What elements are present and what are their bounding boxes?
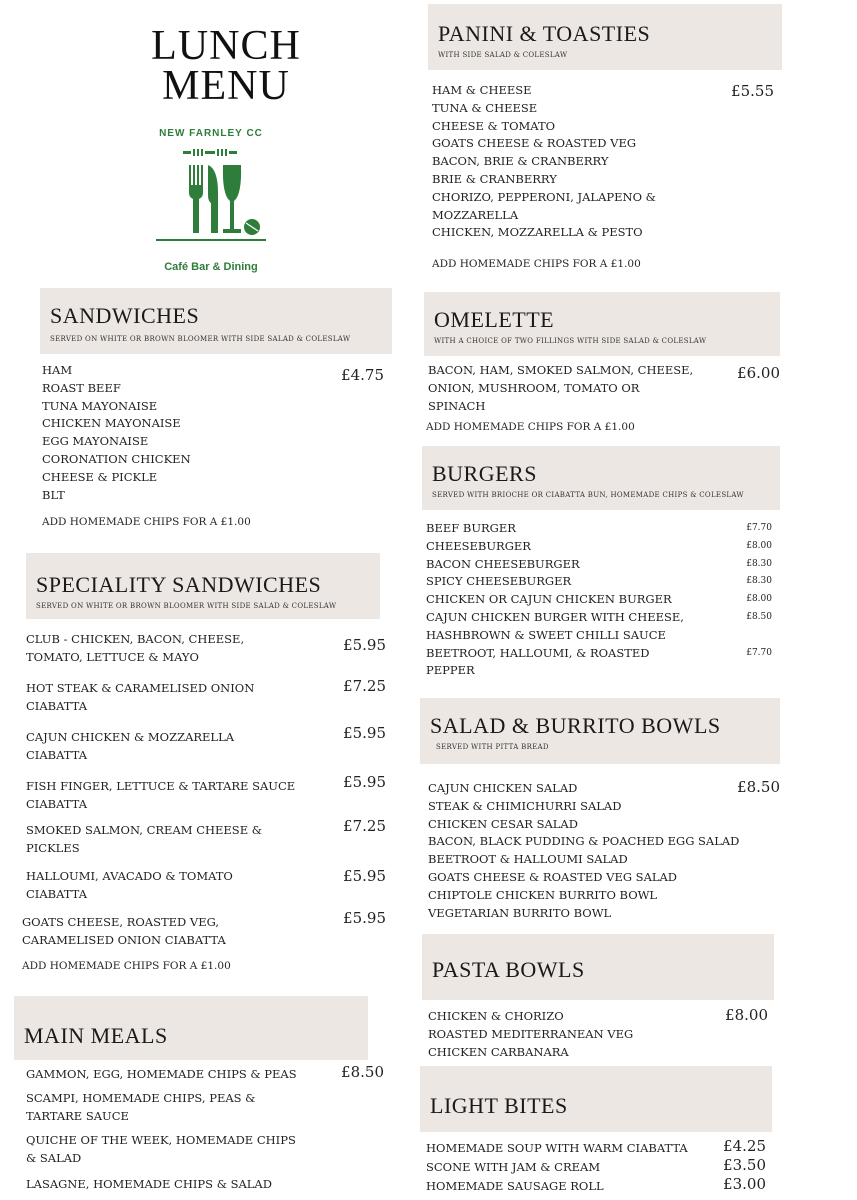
list-item <box>26 1176 384 1196</box>
list-item: VEGETARIAN BURRITO BOWL <box>428 905 612 920</box>
section-title: LIGHT BITES <box>430 1093 568 1118</box>
list-item: CORONATION CHICKEN <box>42 451 191 466</box>
list-item: BACON, BLACK PUDDING & POACHED EGG SALAD <box>428 834 740 849</box>
list-item: GOATS CHEESE & ROASTED VEG <box>432 136 637 151</box>
item-price: £3.00 <box>723 1175 766 1193</box>
title-line-1: LUNCH <box>151 23 301 69</box>
list-item: BRIE & CRANBERRY <box>432 171 557 186</box>
item-name: GAMMON, EGG, HOMEMADE CHIPS & PEAS <box>26 1067 297 1081</box>
item-name: HOMEMADE SOUP WITH WARM CIABATTA <box>426 1141 688 1155</box>
list-item: BLT <box>42 487 65 502</box>
sandwiches-header <box>40 288 392 354</box>
list-item <box>26 724 386 778</box>
item-price: £8.00 <box>725 1006 768 1024</box>
mains-header <box>14 996 368 1060</box>
item-price: £5.95 <box>343 724 386 742</box>
list-item: CHICKEN CARBANARA <box>428 1044 569 1059</box>
list-item: STEAK & CHIMICHURRI SALAD <box>428 798 622 813</box>
list-item: CHICKEN CESAR SALAD <box>428 816 578 831</box>
omelette-section <box>424 292 780 433</box>
item-name: CHICKEN OR CAJUN CHICKEN BURGER <box>426 592 672 607</box>
item-name: CLUB - CHICKEN, BACON, CHEESE, <box>26 632 245 646</box>
item-name: BEEF BURGER <box>426 521 516 535</box>
item-name: GOATS CHEESE, ROASTED VEG, <box>22 915 220 929</box>
list-item: ROAST BEEF <box>42 380 121 395</box>
speciality-list <box>22 631 386 954</box>
item-name: SPICY CHEESEBURGER <box>426 574 572 589</box>
item-name: CHEESEBURGER <box>426 538 531 553</box>
bowls-list <box>420 780 780 922</box>
section-title: PANINI & TOASTIES <box>438 21 651 46</box>
section-subtitle: WITH SIDE SALAD & COLESLAW <box>438 51 568 59</box>
mains-list <box>14 1063 384 1196</box>
list-item: CAJUN CHICKEN SALAD <box>428 781 578 795</box>
bowls-header <box>420 698 780 764</box>
list-item <box>26 868 386 914</box>
item-name-cont: CIABATTA <box>26 698 88 713</box>
item-name-cont: CIABATTA <box>26 886 88 901</box>
item-price: £7.70 <box>746 647 772 658</box>
item-price: £4.75 <box>341 366 384 384</box>
pasta-list <box>422 1008 774 1061</box>
pasta-section <box>422 934 774 1061</box>
burgers-section <box>422 446 780 680</box>
section-title: SALAD & BURRITO BOWLS <box>430 713 721 738</box>
list-item: GOATS CHEESE & ROASTED VEG SALAD <box>428 869 678 884</box>
item-name: QUICHE OF THE WEEK, HOMEMADE CHIPS <box>26 1133 296 1147</box>
add-chips-note: ADD HOMEMADE CHIPS FOR A £1.00 <box>432 258 641 271</box>
mains-section <box>14 996 384 1196</box>
list-item <box>26 1090 384 1132</box>
list-item <box>426 1175 766 1197</box>
speciality-header <box>26 553 380 619</box>
light-bites-section <box>420 1066 772 1197</box>
page-title <box>96 23 356 109</box>
item-name-cont: PICKLES <box>26 840 80 855</box>
list-item: BACON, BRIE & CRANBERRY <box>432 154 609 169</box>
section-title: BURGERS <box>432 461 537 486</box>
item-name-cont: PEPPER <box>426 663 475 678</box>
item-price: £7.25 <box>343 817 386 835</box>
item-price: £5.95 <box>343 636 386 654</box>
item-price: £6.00 <box>737 364 780 382</box>
brand-tagline: Café Bar & Dining <box>164 261 258 273</box>
item-price: £8.30 <box>746 558 772 569</box>
section-title: SPECIALITY SANDWICHES <box>36 572 322 597</box>
item-name-cont: CIABATTA <box>26 796 88 811</box>
item-price: £8.50 <box>341 1063 384 1081</box>
list-item: EGG MAYONAISE <box>42 434 149 449</box>
item-name-cont: & SALAD <box>26 1150 82 1165</box>
add-chips-note: ADD HOMEMADE CHIPS FOR A £1.00 <box>426 421 635 434</box>
item-name: SCAMPI, HOMEMADE CHIPS, PEAS & <box>26 1091 256 1105</box>
light-bites-header <box>420 1066 772 1132</box>
list-item <box>426 520 772 538</box>
section-title: MAIN MEALS <box>24 1023 168 1048</box>
cutlery-logo-icon <box>156 147 266 251</box>
section-title: PASTA BOWLS <box>432 957 585 982</box>
list-item <box>26 677 386 729</box>
light-bites-list <box>420 1137 772 1197</box>
title-line-2: MENU <box>162 63 290 109</box>
list-item: MOZZARELLA <box>432 207 519 222</box>
pasta-header <box>422 934 774 1000</box>
add-chips-note: ADD HOMEMADE CHIPS FOR A £1.00 <box>42 516 251 529</box>
item-name-cont: TARTARE SAUCE <box>26 1108 129 1123</box>
item-price: £4.25 <box>723 1137 766 1155</box>
list-item: SPINACH <box>428 398 486 413</box>
section-title: SANDWICHES <box>50 303 200 328</box>
list-item <box>426 556 772 574</box>
item-name: HOMEMADE SAUSAGE ROLL <box>426 1179 604 1193</box>
item-price: £3.50 <box>723 1156 766 1174</box>
panini-list <box>428 82 782 242</box>
list-item <box>426 609 772 645</box>
section-subtitle: SERVED WITH PITTA BREAD <box>436 743 549 751</box>
item-name: BEETROOT, HALLOUMI, & ROASTED <box>426 645 650 660</box>
list-item: ROASTED MEDITERRANEAN VEG <box>428 1026 634 1041</box>
list-item: CHICKEN & CHORIZO <box>428 1009 564 1023</box>
burgers-list <box>422 520 780 680</box>
item-name: HOT STEAK & CARAMELISED ONION <box>26 681 255 695</box>
list-item: CHIPTOLE CHICKEN BURRITO BOWL <box>428 887 658 902</box>
list-item: CHICKEN MAYONAISE <box>42 416 181 431</box>
item-name-cont: HASHBROWN & SWEET CHILLI SAUCE <box>426 627 666 642</box>
item-price: £8.00 <box>746 594 772 605</box>
list-item <box>22 909 386 954</box>
item-name: BACON CHEESEBURGER <box>426 556 580 571</box>
item-name: HALLOUMI, AVACADO & TOMATO <box>26 869 233 883</box>
panini-section <box>428 4 782 270</box>
bowls-section <box>420 698 780 922</box>
item-price: £7.70 <box>746 523 772 533</box>
item-name: FISH FINGER, LETTUCE & TARTARE SAUCE <box>26 779 296 793</box>
item-name-cont: TOMATO, LETTUCE & MAYO <box>26 649 199 664</box>
list-item <box>426 645 772 681</box>
item-name-cont: CARAMELISED ONION CIABATTA <box>22 932 226 947</box>
sandwiches-list <box>40 362 392 504</box>
list-item <box>26 1132 384 1176</box>
list-item <box>26 773 386 822</box>
section-subtitle: WITH A CHOICE OF TWO FILLINGS WITH SIDE SALAD & COLESLAW <box>434 337 707 345</box>
item-name-cont: CIABATTA <box>26 747 88 762</box>
item-name: CAJUN CHICKEN & MOZZARELLA <box>26 730 235 744</box>
list-item <box>426 538 772 556</box>
section-subtitle: SERVED WITH BRIOCHE OR CIABATTA BUN, HOMEMADE CHIPS & COLESLAW <box>432 491 744 499</box>
list-item: HAM <box>42 363 73 377</box>
list-item <box>26 817 386 868</box>
list-item <box>426 1137 766 1159</box>
burgers-header <box>422 446 780 510</box>
item-price: £5.95 <box>343 867 386 885</box>
list-item <box>426 591 772 609</box>
list-item: TUNA MAYONAISE <box>42 398 158 413</box>
list-item: ONION, MUSHROOM, TOMATO OR <box>428 380 640 395</box>
list-item: CHEESE & TOMATO <box>432 118 556 133</box>
omelette-list <box>424 362 780 415</box>
list-item: CHEESE & PICKLE <box>42 469 158 484</box>
list-item: TUNA & CHEESE <box>432 100 538 115</box>
section-subtitle: SERVED ON WHITE OR BROWN BLOOMER WITH SIDE SALAD & COLESLAW <box>36 602 337 610</box>
item-price: £8.50 <box>746 611 772 622</box>
add-chips-note: ADD HOMEMADE CHIPS FOR A £1.00 <box>22 960 231 972</box>
item-price: £5.95 <box>343 773 386 791</box>
item-price: £8.00 <box>746 540 772 551</box>
brand-name: NEW FARNLEY CC <box>159 128 263 139</box>
omelette-header <box>424 292 780 356</box>
list-item: CHORIZO, PEPPERONI, JALAPENO & <box>432 189 656 204</box>
list-item <box>26 631 386 680</box>
item-name: SMOKED SALMON, CREAM CHEESE & <box>26 823 262 837</box>
section-subtitle: SERVED ON WHITE OR BROWN BLOOMER WITH SIDE SALAD & COLESLAW <box>50 335 351 343</box>
item-name: SCONE WITH JAM & CREAM <box>426 1160 601 1174</box>
item-price: £8.30 <box>746 576 772 587</box>
list-item <box>26 1063 384 1090</box>
item-name: CAJUN CHICKEN BURGER WITH CHEESE, <box>426 609 684 624</box>
item-name: LASAGNE, HOMEMADE CHIPS & SALAD <box>26 1177 272 1191</box>
list-item <box>426 573 772 591</box>
item-price: £5.55 <box>731 82 774 100</box>
list-item: BACON, HAM, SMOKED SALMON, CHEESE, <box>428 363 694 377</box>
brand-logo <box>136 128 286 273</box>
list-item <box>426 1156 766 1178</box>
item-price: £8.50 <box>737 778 780 796</box>
list-item: BEETROOT & HALLOUMI SALAD <box>428 852 628 867</box>
list-item: CHICKEN, MOZZARELLA & PESTO <box>432 225 643 240</box>
panini-header <box>428 4 782 70</box>
section-title: OMELETTE <box>434 307 555 332</box>
speciality-section <box>22 553 386 972</box>
sandwiches-section <box>40 288 392 528</box>
list-item: HAM & CHEESE <box>432 83 532 97</box>
item-price: £7.25 <box>343 677 386 695</box>
item-price: £5.95 <box>343 909 386 927</box>
